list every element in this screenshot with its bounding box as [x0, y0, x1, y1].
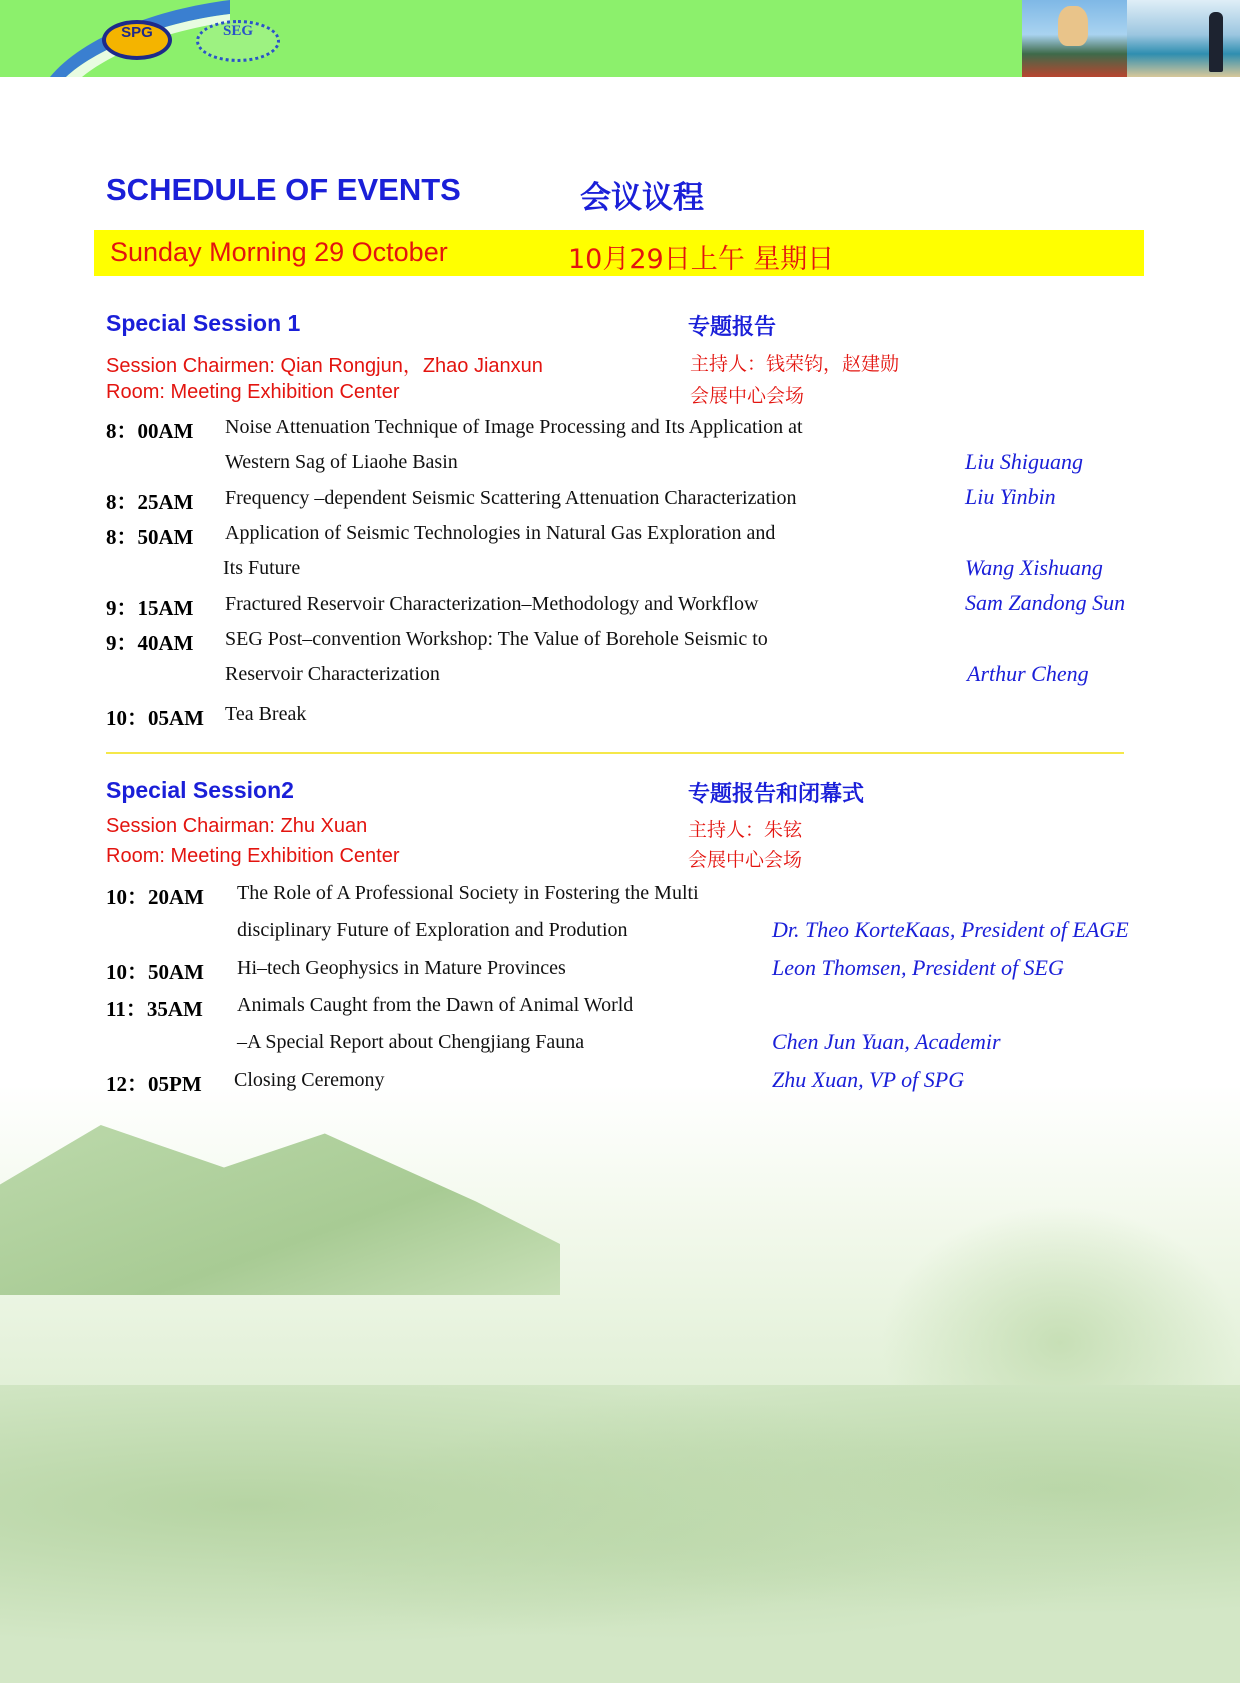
session2-item-title: Closing Ceremony	[234, 1069, 385, 1091]
session1-item-title: Noise Attenuation Technique of Image Processing and Its Application at	[225, 416, 803, 438]
session2-item-title: Hi–tech Geophysics in Mature Provinces	[237, 957, 566, 979]
page-title-zh: 会议议程	[580, 180, 704, 216]
session1-item-time: 9：15AM	[106, 596, 194, 620]
session2-item-speaker: Zhu Xuan, VP of SPG	[772, 1067, 965, 1092]
header-bar	[0, 0, 1240, 77]
session2-item-time: 10：20AM	[106, 885, 204, 909]
session1-item-time: 8：25AM	[106, 490, 194, 514]
session1-item-time: 8：50AM	[106, 525, 194, 549]
session2-title: Special Session2	[106, 777, 294, 803]
session2-room-zh: 会展中心会场	[688, 849, 803, 871]
mascot-photo	[1022, 0, 1127, 77]
seg-logo: SEG	[196, 20, 280, 62]
day-label-zh: 10月29日上午 星期日	[568, 244, 835, 275]
session2-item-title-cont: disciplinary Future of Exploration and Prodution	[237, 919, 628, 941]
session1-item-title: Tea Break	[225, 703, 307, 725]
page-title: SCHEDULE OF EVENTS	[106, 172, 461, 207]
session2-item-time: 10：50AM	[106, 960, 204, 984]
session1-item-time: 10：05AM	[106, 706, 204, 730]
session2-item-title: The Role of A Professional Society in Fostering the Multi	[237, 882, 699, 904]
background-photo	[0, 1085, 1240, 1683]
background-crowd	[0, 1385, 1240, 1683]
session1-item-speaker: Sam Zandong Sun	[965, 590, 1126, 615]
mascot-statue	[1058, 6, 1088, 46]
session1-chair-zh: 主持人：钱荣钧，赵建勋	[690, 353, 900, 375]
session1-item-title: SEG Post–convention Workshop: The Value of Borehole Seismic to	[225, 628, 768, 650]
session2-item-speaker: Dr. Theo KorteKaas, President of EAGE	[772, 917, 1129, 942]
day-label: Sunday Morning 29 October	[110, 237, 448, 267]
session1-item-title-cont: Western Sag of Liaohe Basin	[225, 451, 458, 473]
session2-item-title-cont: –A Special Report about Chengjiang Fauna	[237, 1031, 585, 1053]
session1-item-time: 9：40AM	[106, 631, 194, 655]
session2-room: Room: Meeting Exhibition Center	[106, 845, 400, 867]
session1-item-title-cont: Reservoir Characterization	[225, 663, 440, 685]
section-divider	[106, 752, 1124, 754]
session1-item-title-cont: Its Future	[223, 557, 301, 579]
session1-item-title: Fractured Reservoir Characterization–Methodology and Workflow	[225, 593, 759, 615]
session1-item-speaker: Arthur Cheng	[967, 661, 1089, 686]
session1-item-speaker: Liu Yinbin	[965, 484, 1056, 509]
session1-item-time: 8：00AM	[106, 419, 194, 443]
session1-title: Special Session 1	[106, 310, 301, 336]
session1-item-speaker: Wang Xishuang	[965, 555, 1103, 580]
background-roof	[0, 1125, 560, 1295]
session1-item-title: Application of Seismic Technologies in Natural Gas Exploration and	[225, 522, 776, 544]
session1-chair: Session Chairmen: Qian Rongjun，Zhao Jianxun	[106, 355, 543, 377]
person-silhouette	[1209, 12, 1223, 72]
session1-room: Room: Meeting Exhibition Center	[106, 381, 400, 403]
session2-title-zh: 专题报告和闭幕式	[688, 782, 865, 807]
session2-chair-zh: 主持人：朱铉	[688, 819, 803, 841]
session1-title-zh: 专题报告	[688, 315, 777, 340]
session2-item-time: 11：35AM	[106, 997, 203, 1021]
session1-item-speaker: Liu Shiguang	[965, 449, 1083, 474]
beach-photo	[1127, 0, 1240, 77]
session2-chair: Session Chairman: Zhu Xuan	[106, 815, 368, 837]
session1-room-zh: 会展中心会场	[690, 385, 805, 407]
session2-item-title: Animals Caught from the Dawn of Animal World	[237, 994, 634, 1016]
session1-item-title: Frequency –dependent Seismic Scattering Attenuation Characterization	[225, 487, 797, 509]
session2-item-time: 12：05PM	[106, 1072, 202, 1096]
session2-item-speaker: Leon Thomsen, President of SEG	[772, 955, 1064, 980]
session2-item-speaker: Chen Jun Yuan, Academir	[772, 1029, 1001, 1054]
spg-logo: SPG	[102, 20, 172, 60]
